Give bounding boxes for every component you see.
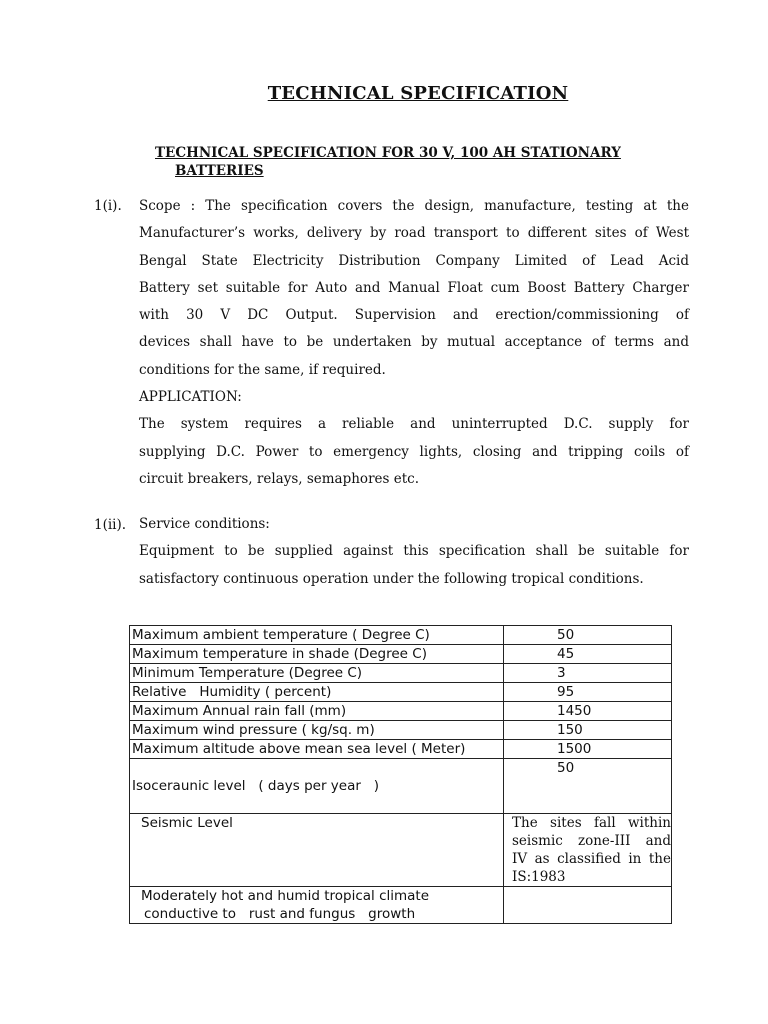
condition-label: Maximum ambient temperature ( Degree C): [130, 626, 504, 645]
condition-label: Maximum wind pressure ( kg/sq. m): [130, 721, 504, 740]
condition-value: 150: [504, 721, 672, 740]
scope-line: Bengal State Electricity Distribution Company Limited of Lead Acid: [139, 252, 689, 269]
subtitle-line-1: TECHNICAL SPECIFICATION FOR 30 V, 100 AH STATIONARY: [155, 145, 621, 161]
document-subtitle: [155, 144, 655, 180]
condition-label: Minimum Temperature (Degree C): [130, 664, 504, 683]
climate-label: [130, 887, 504, 924]
application-heading: APPLICATION:: [139, 389, 242, 406]
table-row: [130, 887, 672, 924]
condition-label: Maximum Annual rain fall (mm): [130, 702, 504, 721]
section-number-1i: 1(i).: [94, 198, 122, 214]
scope-line: with 30 V DC Output. Supervision and erection/commissioning of: [139, 307, 689, 324]
climate-value: [504, 887, 672, 924]
seismic-value-line: The sites fall within: [512, 815, 671, 831]
condition-value: 50: [504, 759, 672, 814]
condition-label: Maximum altitude above mean sea level ( Meter): [130, 740, 504, 759]
condition-value: 1500: [504, 740, 672, 759]
climate-line-2: conductive to rust and fungus growth: [144, 906, 416, 922]
service-conditions-line: satisfactory continuous operation under the following tropical conditions.: [139, 570, 644, 587]
scope-line: conditions for the same, if required.: [139, 361, 386, 378]
condition-value: 95: [504, 683, 672, 702]
subtitle-line-2: BATTERIES: [175, 163, 264, 179]
application-line: The system requires a reliable and uninterrupted D.C. supply for: [139, 416, 689, 433]
seismic-value-line: IV as classified in the: [512, 851, 671, 867]
seismic-label: Seismic Level: [130, 814, 504, 887]
condition-label: Relative Humidity ( percent): [130, 683, 504, 702]
table-row: [130, 645, 672, 664]
seismic-value-line: IS:1983: [512, 869, 566, 885]
climate-line-1: Moderately hot and humid tropical climate: [141, 888, 430, 904]
service-conditions-heading: Service conditions:: [139, 516, 270, 532]
seismic-value-line: seismic zone-III and: [512, 833, 671, 849]
service-conditions-paragraph: [139, 511, 689, 593]
application-line: circuit breakers, relays, semaphores etc.: [139, 470, 419, 487]
table-row: [130, 626, 672, 645]
service-conditions-table: [129, 625, 672, 924]
condition-value: 1450: [504, 702, 672, 721]
table-row: [130, 683, 672, 702]
service-conditions-line: Equipment to be supplied against this specification shall be suitable for: [139, 543, 689, 560]
document-title: TECHNICAL SPECIFICATION: [267, 83, 569, 104]
table-row: [130, 702, 672, 721]
condition-value: 3: [504, 664, 672, 683]
table-row: [130, 664, 672, 683]
scope-line: Battery set suitable for Auto and Manual Float cum Boost Battery Charger: [139, 279, 689, 296]
condition-value: 45: [504, 645, 672, 664]
table-row: [130, 721, 672, 740]
condition-value: 50: [504, 626, 672, 645]
application-line: supplying D.C. Power to emergency lights, closing and tripping coils of: [139, 443, 689, 460]
scope-line: devices shall have to be undertaken by mutual acceptance of terms and: [139, 334, 689, 351]
table-row: [130, 759, 672, 814]
scope-line: Manufacturer’s works, delivery by road transport to different sites of West: [139, 225, 689, 242]
table-row: [130, 740, 672, 759]
condition-label: Maximum temperature in shade (Degree C): [130, 645, 504, 664]
section-number-1ii: 1(ii).: [94, 517, 127, 533]
table-row: [130, 814, 672, 887]
seismic-value: [504, 814, 672, 887]
condition-label: Isoceraunic level ( days per year ): [130, 759, 504, 814]
scope-line: Scope : The specification covers the design, manufacture, testing at the: [139, 198, 689, 214]
scope-paragraph: [139, 193, 689, 493]
